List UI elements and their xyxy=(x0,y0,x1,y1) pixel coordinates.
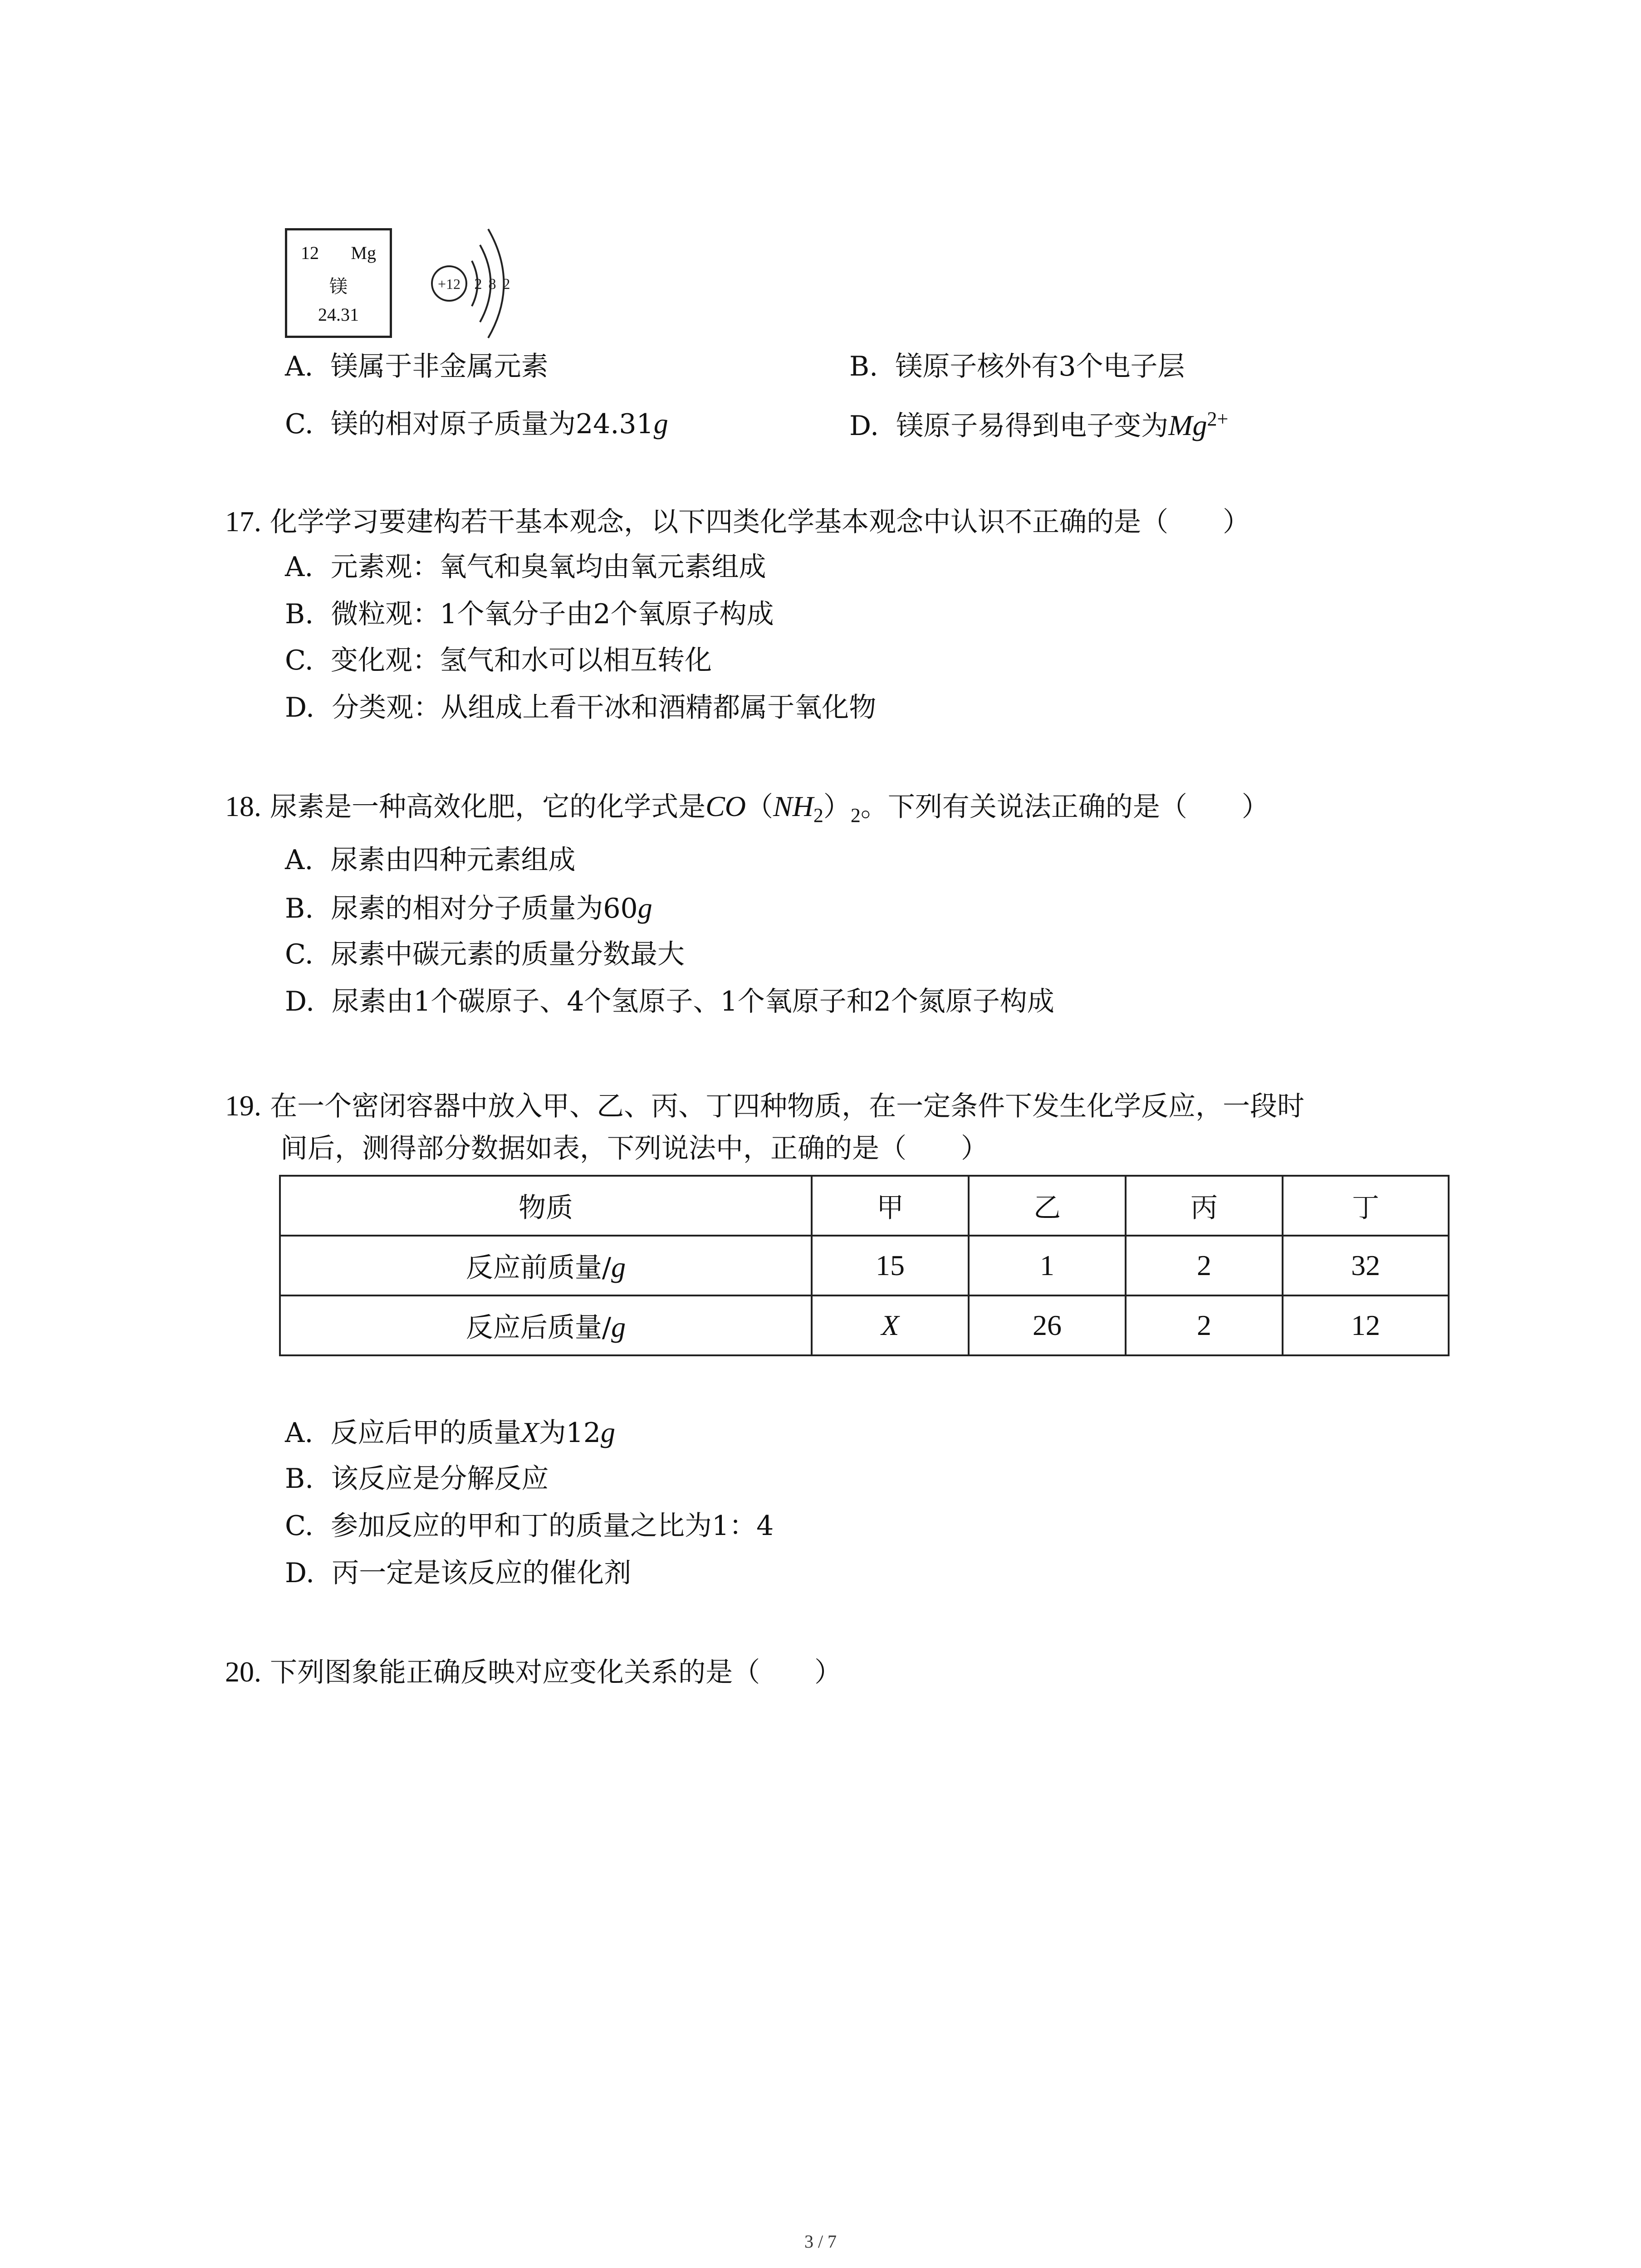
periodic-element-cell xyxy=(285,228,392,338)
q20-stem: 20. 下列图象能正确反映对应变化关系的是（ ） xyxy=(225,1656,842,1688)
q19-option-d: D. 丙一定是该反应的催化剂 xyxy=(285,1557,632,1589)
table-cell: X xyxy=(812,1295,969,1355)
q16-option-c: C. 镁的相对原子质量为24.31g xyxy=(285,407,668,440)
table-cell: 15 xyxy=(812,1236,969,1295)
table-header-cell: 丙 xyxy=(1126,1176,1283,1236)
q19-stem-line-1: 19. 在一个密闭容器中放入甲、乙、丙、丁四种物质，在一定条件下发生化学反应，一段时 xyxy=(225,1090,1305,1122)
row-label-cell: 反应前质量/g xyxy=(280,1236,812,1295)
element-symbol: Mg xyxy=(351,243,376,263)
q18-option-b: B. 尿素的相对分子质量为60g xyxy=(285,892,652,924)
q18-option-a: A. 尿素由四种元素组成 xyxy=(285,844,576,876)
shell-2-count: 8 xyxy=(488,276,496,293)
reaction-data-table xyxy=(279,1175,1450,1356)
q17-option-d: D. 分类观：从组成上看干冰和酒精都属于氧化物 xyxy=(285,692,877,723)
table-cell: 2 xyxy=(1126,1236,1283,1295)
q18-option-d: D. 尿素由1个碳原子、4个氢原子、1个氧原子和2个氮原子构成 xyxy=(285,986,1054,1017)
nucleus-charge: +12 xyxy=(437,276,461,292)
row-label-cell: 反应后质量/g xyxy=(280,1295,812,1355)
element-name: 镁 xyxy=(329,276,348,297)
table-row xyxy=(280,1236,1449,1295)
atomic-number: 12 xyxy=(301,243,319,263)
q17-stem: 17. 化学学习要建构若干基本观念，以下四类化学基本观念中认识不正确的是（ ） xyxy=(225,505,1250,538)
table-cell: 1 xyxy=(969,1236,1126,1295)
shell-3-count: 2 xyxy=(502,276,510,293)
table-cell: 2 xyxy=(1126,1295,1283,1355)
q17-option-b: B. 微粒观：1个氧分子由2个氧原子构成 xyxy=(285,598,774,630)
q19-option-b: B. 该反应是分解反应 xyxy=(285,1463,549,1495)
table-cell: 26 xyxy=(969,1295,1126,1355)
table-header-row xyxy=(280,1176,1449,1236)
q17-option-c: C. 变化观：氢气和水可以相互转化 xyxy=(285,645,712,676)
table-header-cell: 乙 xyxy=(969,1176,1126,1236)
q17-option-a: A. 元素观：氧气和臭氧均由氧元素组成 xyxy=(285,551,766,583)
page-number: 3 / 7 xyxy=(804,2231,837,2252)
q16-option-d: D. 镁原子易得到电子变为$Mg^{2+}$ xyxy=(849,408,1229,442)
q19-option-c: C. 参加反应的甲和丁的质量之比为1：4 xyxy=(285,1510,774,1542)
shell-1-count: 2 xyxy=(474,276,482,293)
table-cell: 32 xyxy=(1283,1236,1449,1295)
q16-option-b: B. 镁原子核外有3个电子层 xyxy=(849,351,1185,382)
table-header-cell: 物质 xyxy=(280,1176,812,1236)
atomic-structure-diagram xyxy=(422,222,531,345)
q16-option-a: A. 镁属于非金属元素 xyxy=(285,351,549,382)
table-cell: 12 xyxy=(1283,1295,1449,1355)
q18-option-c: C. 尿素中碳元素的质量分数最大 xyxy=(285,938,685,970)
table-header-cell: 甲 xyxy=(812,1176,969,1236)
atomic-mass: 24.31 xyxy=(318,304,359,325)
q18-stem: 18. 尿素是一种高效化肥，它的化学式是$CO(NH_2)_2$。下列有关说法正确的是（ ） xyxy=(225,790,1269,826)
table-row xyxy=(280,1295,1449,1355)
q19-option-a: A. 反应后甲的质量X为12g xyxy=(285,1416,616,1449)
table-header-cell: 丁 xyxy=(1283,1176,1449,1236)
q19-stem-line-2: 间后，测得部分数据如表，下列说法中，正确的是（ ） xyxy=(280,1133,988,1164)
